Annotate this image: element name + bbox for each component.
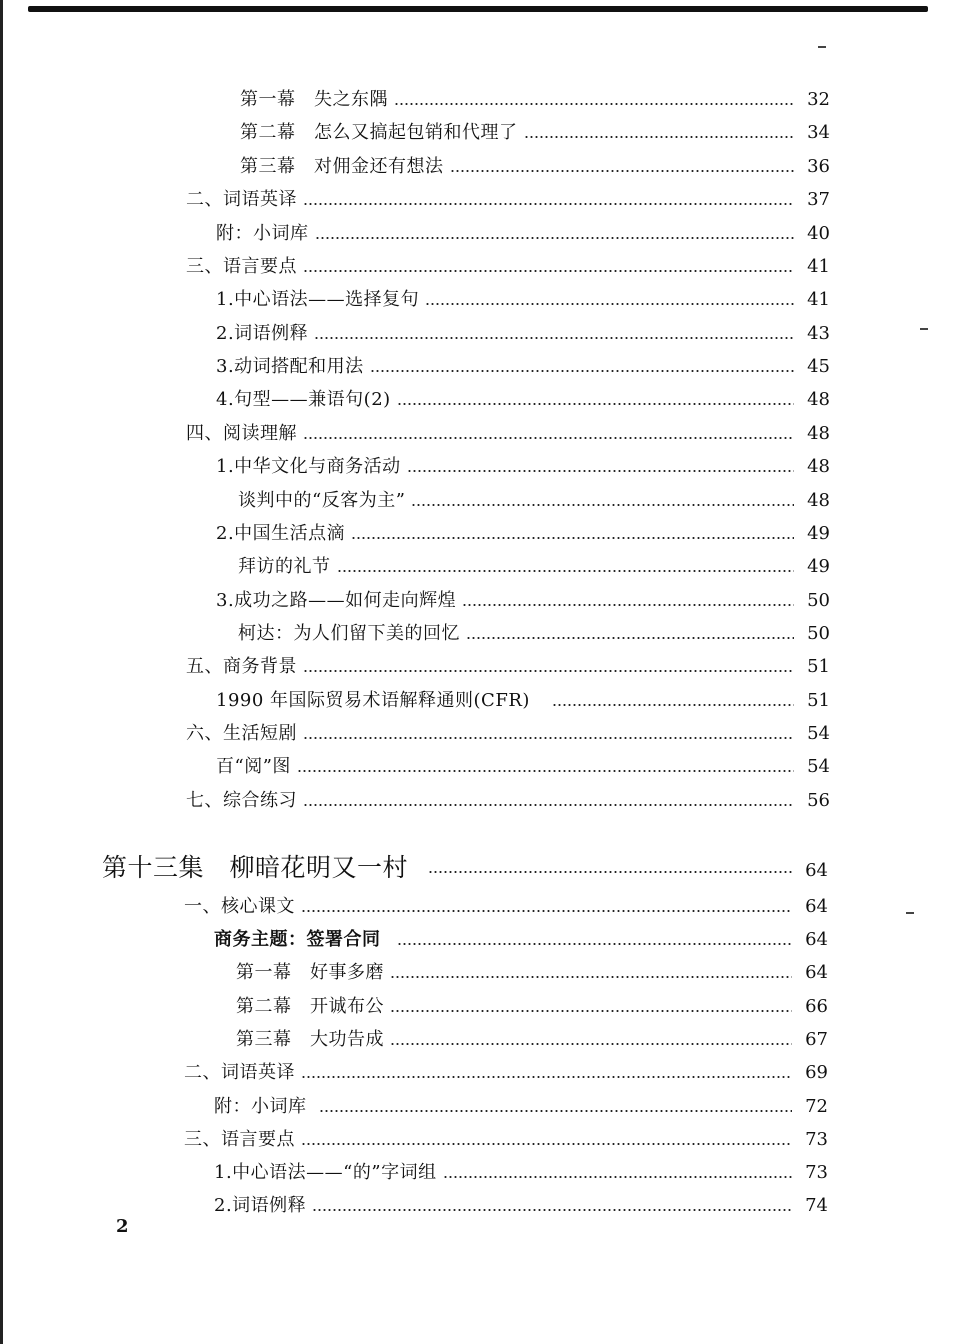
toc-entry-page: 50 — [807, 590, 830, 611]
toc-entry — [186, 185, 830, 215]
page-number: 2 — [116, 1216, 129, 1237]
toc-leader — [443, 1176, 792, 1178]
toc-entry-title: 柯达：为人们留下美的回忆 — [238, 623, 460, 644]
toc-entry — [216, 285, 830, 315]
toc-entry — [186, 252, 830, 282]
toc-leader — [407, 470, 794, 472]
toc-entry-title: 五、商务背景 — [186, 656, 297, 677]
toc-entry-page: 54 — [807, 723, 830, 744]
toc-entry-title: 二、词语英译 — [186, 189, 297, 210]
toc-leader — [466, 637, 794, 639]
toc-entry — [240, 85, 830, 115]
toc-entry-title: 附：小词库 — [214, 1096, 307, 1117]
toc-entry — [216, 385, 830, 415]
toc-entry-page: 74 — [805, 1195, 828, 1216]
toc-entry — [186, 786, 830, 816]
toc-entry-page: 49 — [807, 556, 830, 577]
toc-entry-page: 54 — [807, 756, 830, 777]
toc-entry-title: 第二幕 开诚布公 — [236, 996, 384, 1017]
toc-entry-title: 六、生活短剧 — [186, 723, 297, 744]
toc-entry — [186, 652, 830, 682]
toc-entry-page: 41 — [807, 289, 830, 310]
toc-entry-page: 41 — [807, 256, 830, 277]
toc-entry — [214, 925, 828, 955]
scan-speck — [818, 46, 826, 48]
toc-leader — [303, 804, 794, 806]
toc-entry-title: 4.句型——兼语句(2) — [216, 389, 391, 410]
toc-entry — [240, 152, 830, 182]
toc-leader — [303, 203, 794, 205]
toc-leader — [552, 704, 794, 706]
toc-entry-page: 56 — [807, 790, 830, 811]
toc-entry-page: 51 — [807, 690, 830, 711]
toc-entry-page: 45 — [807, 356, 830, 377]
toc-leader — [301, 1076, 792, 1078]
toc-entry-title: 七、综合练习 — [186, 790, 297, 811]
toc-leader — [397, 943, 793, 945]
toc-entry-page: 73 — [805, 1129, 828, 1150]
toc-entry-title: 第十三集 柳暗花明又一村 — [102, 853, 409, 882]
toc-entry — [216, 586, 830, 616]
toc-entry — [238, 552, 830, 582]
toc-entry — [236, 958, 828, 988]
toc-entry-title: 四、阅读理解 — [186, 423, 297, 444]
toc-entry-page: 50 — [807, 623, 830, 644]
toc-leader — [397, 403, 794, 405]
toc-entry — [216, 752, 830, 782]
toc-leader — [303, 670, 794, 672]
toc-entry — [216, 352, 830, 382]
toc-chapter-heading — [102, 848, 828, 888]
toc-entry — [236, 992, 828, 1022]
toc-leader — [351, 537, 794, 539]
toc-leader — [303, 737, 794, 739]
toc-entry-title: 一、核心课文 — [184, 896, 295, 917]
toc-entry-title: 二、词语英译 — [184, 1062, 295, 1083]
toc-entry-page: 69 — [805, 1062, 828, 1083]
toc-entry-title: 第一幕 失之东隅 — [240, 89, 388, 110]
toc-entry-page: 36 — [807, 156, 830, 177]
toc-entry-page: 32 — [807, 89, 830, 110]
toc-leader — [301, 910, 792, 912]
toc-entry-page: 64 — [805, 962, 828, 983]
toc-entry — [216, 319, 830, 349]
toc-entry-page: 66 — [805, 996, 828, 1017]
toc-entry-page: 43 — [807, 323, 830, 344]
toc-leader — [411, 504, 794, 506]
toc-entry-page: 37 — [807, 189, 830, 210]
toc-leader — [312, 1209, 792, 1211]
toc-entry-page: 72 — [805, 1096, 828, 1117]
toc-entry-title: 附：小词库 — [216, 223, 309, 244]
toc-entry — [216, 219, 830, 249]
toc-entry-title: 第三幕 大功告成 — [236, 1029, 384, 1050]
toc-entry-page: 40 — [807, 223, 830, 244]
toc-entry — [214, 1158, 828, 1188]
toc-entry-page: 34 — [807, 122, 830, 143]
toc-entry — [214, 1191, 828, 1221]
toc-entry — [184, 1125, 828, 1155]
toc-entry — [216, 452, 830, 482]
toc-entry-title: 拜访的礼节 — [238, 556, 331, 577]
scan-left-edge — [0, 0, 3, 1344]
toc-entry-title: 1990 年国际贸易术语解释通则(CFR) — [216, 690, 530, 711]
toc-leader — [390, 1010, 792, 1012]
toc-leader — [314, 337, 794, 339]
toc-leader — [303, 270, 794, 272]
toc-entry-title: 谈判中的“反客为主” — [238, 490, 406, 511]
toc-entry-page: 73 — [805, 1162, 828, 1183]
toc-leader — [303, 437, 794, 439]
toc-entry — [184, 1058, 828, 1088]
toc-entry-page: 51 — [807, 656, 830, 677]
toc-entry-page: 49 — [807, 523, 830, 544]
scan-speck — [920, 328, 928, 330]
toc-entry-page: 64 — [805, 896, 828, 917]
toc-entry-page: 64 — [805, 860, 828, 881]
toc-leader — [370, 370, 794, 372]
toc-leader — [425, 303, 794, 305]
toc-leader — [301, 1143, 792, 1145]
toc-leader — [297, 770, 794, 772]
toc-entry-page: 48 — [807, 389, 830, 410]
toc-entry-title: 第二幕 怎么又搞起包销和代理了 — [240, 122, 518, 143]
toc-leader — [428, 871, 792, 873]
toc-entry — [184, 892, 828, 922]
toc-entry-title: 三、语言要点 — [184, 1129, 295, 1150]
toc-leader — [524, 136, 795, 138]
toc-entry-title: 2.词语例释 — [216, 323, 309, 344]
toc-leader — [390, 976, 792, 978]
toc-entry-title: 2.词语例释 — [214, 1195, 307, 1216]
toc-entry — [214, 1092, 828, 1122]
toc-entry-page: 48 — [807, 490, 830, 511]
toc-entry-title: 第三幕 对佣金还有想法 — [240, 156, 444, 177]
toc-leader — [315, 237, 795, 239]
toc-entry-title: 3.成功之路——如何走向辉煌 — [216, 590, 457, 611]
toc-entry-title: 3.动词搭配和用法 — [216, 356, 364, 377]
toc-entry-page: 48 — [807, 456, 830, 477]
toc-leader — [394, 103, 794, 105]
toc-entry — [238, 486, 830, 516]
toc-leader — [390, 1043, 792, 1045]
toc-leader — [319, 1110, 793, 1112]
toc-entry-title: 商务主题：签署合同 — [214, 929, 381, 950]
toc-entry-title: 1.中心语法——“的”字词组 — [214, 1162, 437, 1183]
toc-entry-title: 1.中心语法——选择复句 — [216, 289, 420, 310]
toc-entry-page: 48 — [807, 423, 830, 444]
toc-leader — [462, 604, 794, 606]
toc-entry — [240, 118, 830, 148]
toc-entry-title: 三、语言要点 — [186, 256, 297, 277]
toc-entry — [216, 686, 830, 716]
toc-entry — [238, 619, 830, 649]
toc-entry-title: 2.中国生活点滴 — [216, 523, 346, 544]
toc-entry-page: 67 — [805, 1029, 828, 1050]
toc-leader — [337, 570, 795, 572]
toc-leader — [450, 170, 795, 172]
toc-entry-title: 1.中华文化与商务活动 — [216, 456, 401, 477]
toc-entry-title: 第一幕 好事多磨 — [236, 962, 384, 983]
toc-entry — [236, 1025, 828, 1055]
top-rule — [28, 6, 928, 12]
toc-entry-page: 64 — [805, 929, 828, 950]
scan-speck — [906, 912, 914, 914]
toc-entry-title: 百“阅”图 — [216, 756, 291, 777]
toc-entry — [216, 519, 830, 549]
toc-entry — [186, 419, 830, 449]
toc-entry — [186, 719, 830, 749]
